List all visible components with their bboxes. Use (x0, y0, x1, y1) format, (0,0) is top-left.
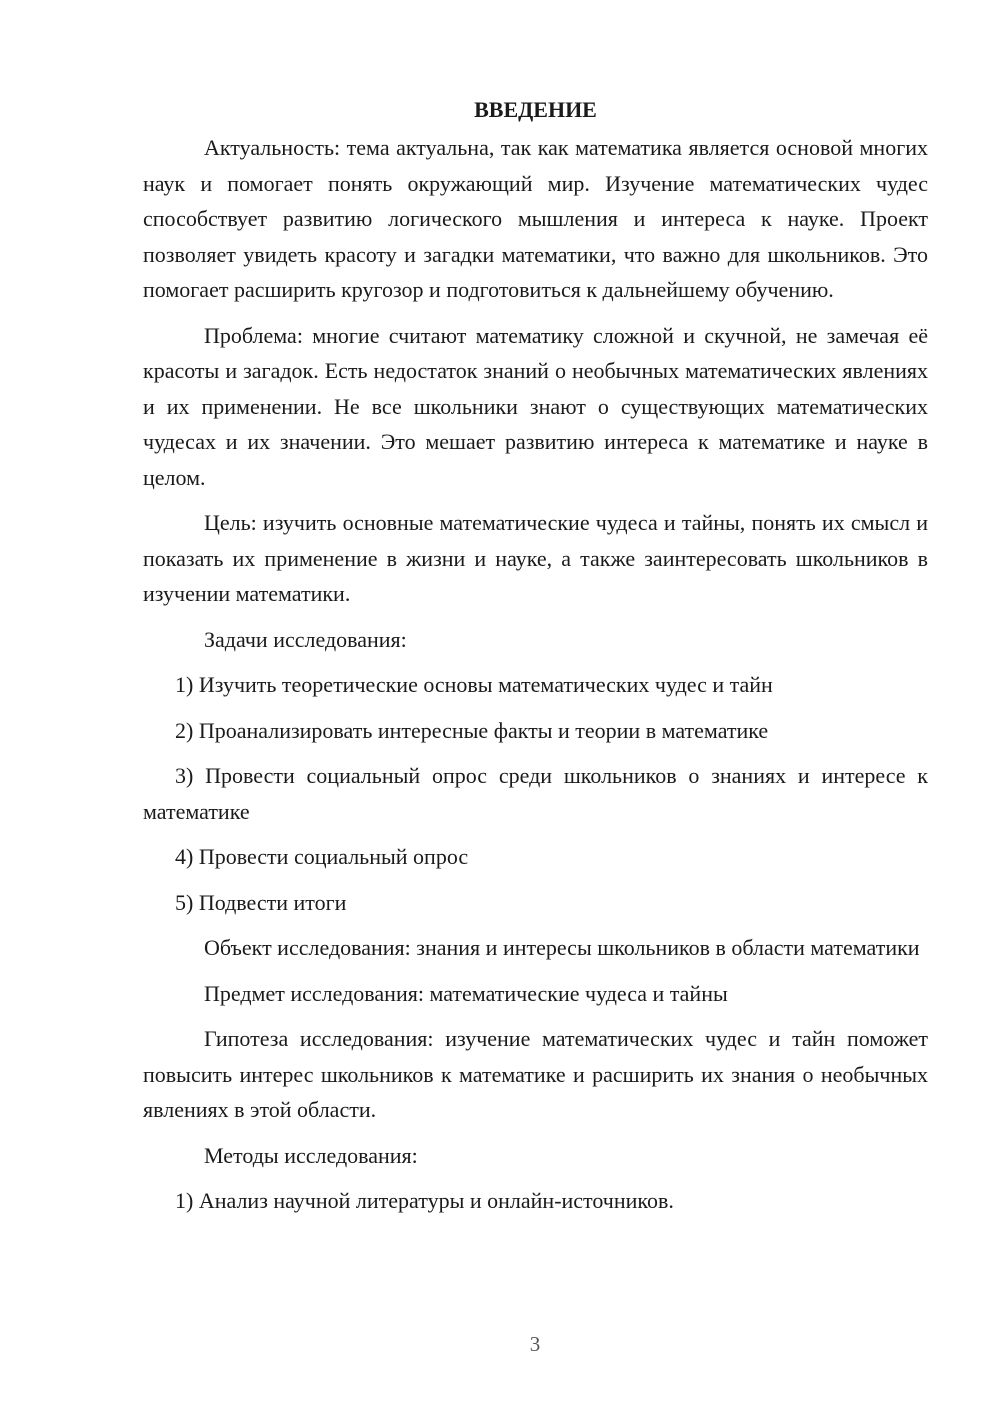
task-item: 3) Провести социальный опрос среди школьников о знаниях и интересе к математике (143, 763, 928, 824)
section-title: ВВЕДЕНИЕ (474, 97, 597, 122)
paragraph-relevance: Актуальность: тема актуальна, так как математика является основой многих наук и помогает понять окружающий мир. Изучение математических чудес способствует развитию логического мышления и интереса к науке. Проект позволяет увидеть красоту и загадки математики, что важно для школьников. Это помогает расширить кругозор и подготовиться к дальнейшему обучению. (143, 135, 928, 302)
task-item: 4) Провести социальный опрос (175, 844, 469, 869)
paragraph-object: Объект исследования: знания и интересы школьников в области математики (204, 935, 920, 960)
paragraph-tasks-heading: Задачи исследования: (204, 626, 407, 652)
method-item: 1) Анализ научной литературы и онлайн-источников. (175, 1188, 674, 1213)
paragraph-methods-heading: Методы исследования: (204, 1142, 418, 1168)
task-item: 2) Проанализировать интересные факты и теории в математике (175, 717, 769, 743)
page-number: 3 (529, 1332, 541, 1356)
task-item: 5) Подвести итоги (175, 889, 347, 915)
paragraph-goal: Цель: изучить основные математические чудеса и тайны, понять их смысл и показать их применение в жизни и науке, а также заинтересовать школьников в изучении математики. (143, 510, 928, 606)
paragraph-hypothesis: Гипотеза исследования: изучение математических чудес и тайн поможет повысить интерес школьников к математике и расширить их знания о необычных явлениях в этой области. (143, 1026, 928, 1122)
paragraph-subject: Предмет исследования: математические чудеса и тайны (204, 980, 728, 1006)
paragraph-problem: Проблема: многие считают математику сложной и скучной, не замечая её красоты и загадок. Есть недостаток знаний о необычных математических явлениях и их применении. Не все школьники знают о существующих математических чудесах и их значении. Это мешает развитию интереса к математике и науке в целом. (143, 322, 928, 490)
document-page (143, 92, 928, 1229)
task-item: 1) Изучить теоретические основы математических чудес и тайн (175, 672, 773, 697)
